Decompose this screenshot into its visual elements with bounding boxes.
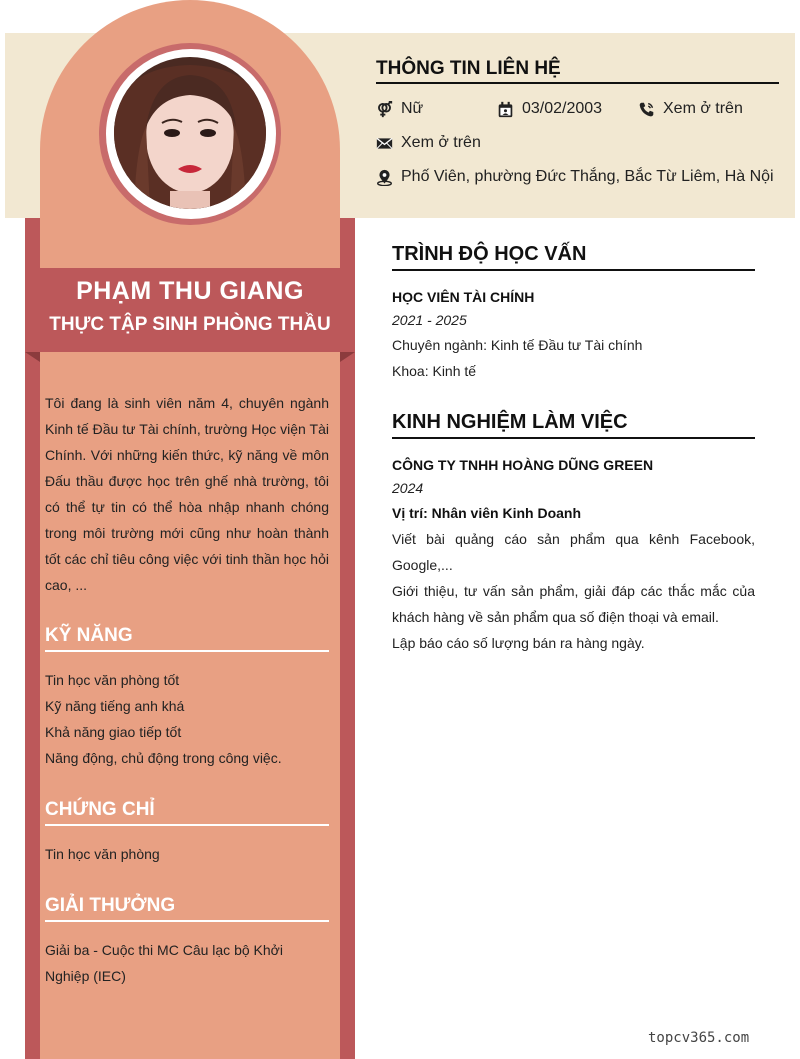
duty-item: Giới thiệu, tư vấn sản phẩm, giải đáp các thắc mắc của khách hàng về sản phẩm qua số điện thoại và email. <box>392 583 755 625</box>
phone-icon <box>638 101 655 118</box>
gender-value: Nữ <box>401 100 424 117</box>
list-item: Khả năng giao tiếp tốt <box>45 724 182 740</box>
education-major: Chuyên ngành: Kinh tế Đầu tư Tài chính <box>392 337 643 353</box>
experience-period: 2024 <box>392 480 424 496</box>
education-period: 2021 - 2025 <box>392 312 467 328</box>
email-value: Xem ở trên <box>401 134 481 151</box>
skills-heading: KỸ NĂNG <box>45 625 329 652</box>
ribbon-fold-left <box>25 352 40 362</box>
avatar <box>114 57 266 209</box>
contact-email <box>376 134 481 152</box>
contact-phone <box>638 100 743 118</box>
list-item: Tin học văn phòng <box>45 846 160 862</box>
location-icon <box>376 169 393 186</box>
job-title: THỰC TẬP SINH PHÒNG THẦU <box>49 314 331 335</box>
mail-icon <box>376 135 393 152</box>
contact-address <box>376 168 774 186</box>
career-summary: Tôi đang là sinh viên năm 4, chuyên ngành Kinh tế Đầu tư Tài chính, trường Học viện Tài Chính. Với những kiến thức, kỹ năng về môn Đấu thầu được học trên ghế nhà trường, tôi có thể tự tin có thể hòa nhập nhanh chóng trong môi trường mới cũng như hoàn thành tốt các chỉ tiêu công việc với tinh thần học hỏi cao, ... <box>45 395 329 593</box>
list-item: Giải ba - Cuộc thi MC Câu lạc bộ Khởi Nghiệp (IEC) <box>45 942 283 984</box>
education-heading: TRÌNH ĐỘ HỌC VẤN <box>392 243 755 271</box>
certificates-list <box>45 841 329 867</box>
certificates-heading: CHỨNG CHỈ <box>45 799 329 826</box>
contact-heading: THÔNG TIN LIÊN HỆ <box>376 58 779 84</box>
school-name: HỌC VIÊN TÀI CHÍNH <box>392 289 535 305</box>
list-item: Tin học văn phòng tốt <box>45 672 180 688</box>
ribbon-fold-right <box>340 352 355 362</box>
contact-gender <box>376 100 423 118</box>
duty-item: Lập báo cáo số lượng bán ra hàng ngày. <box>392 635 645 651</box>
phone-value: Xem ở trên <box>663 100 743 117</box>
list-item: Năng động, chủ động trong công việc. <box>45 750 282 766</box>
position: Vị trí: Nhân viên Kinh Doanh <box>392 505 582 521</box>
experience-heading: KINH NGHIỆM LÀM VIỆC <box>392 411 755 439</box>
awards-heading: GIẢI THƯỞNG <box>45 895 329 922</box>
awards-list <box>45 937 329 989</box>
education-faculty: Khoa: Kinh tế <box>392 363 477 379</box>
duty-item: Viết bài quảng cáo sản phẩm qua kênh Facebook, Google,... <box>392 531 755 573</box>
list-item: Kỹ năng tiếng anh khá <box>45 698 185 714</box>
company-name: CÔNG TY TNHH HOÀNG DŨNG GREEN <box>392 457 654 473</box>
address-value: Phố Viên, phường Đức Thắng, Bắc Từ Liêm, Hà Nội <box>401 168 774 185</box>
skills-list <box>45 667 329 771</box>
candidate-name: PHẠM THU GIANG <box>76 277 304 305</box>
watermark: topcv365.com <box>648 1030 750 1046</box>
contact-dob <box>497 100 602 118</box>
calendar-icon <box>497 101 514 118</box>
dob-value: 03/02/2003 <box>522 100 603 117</box>
gender-icon <box>376 101 393 118</box>
